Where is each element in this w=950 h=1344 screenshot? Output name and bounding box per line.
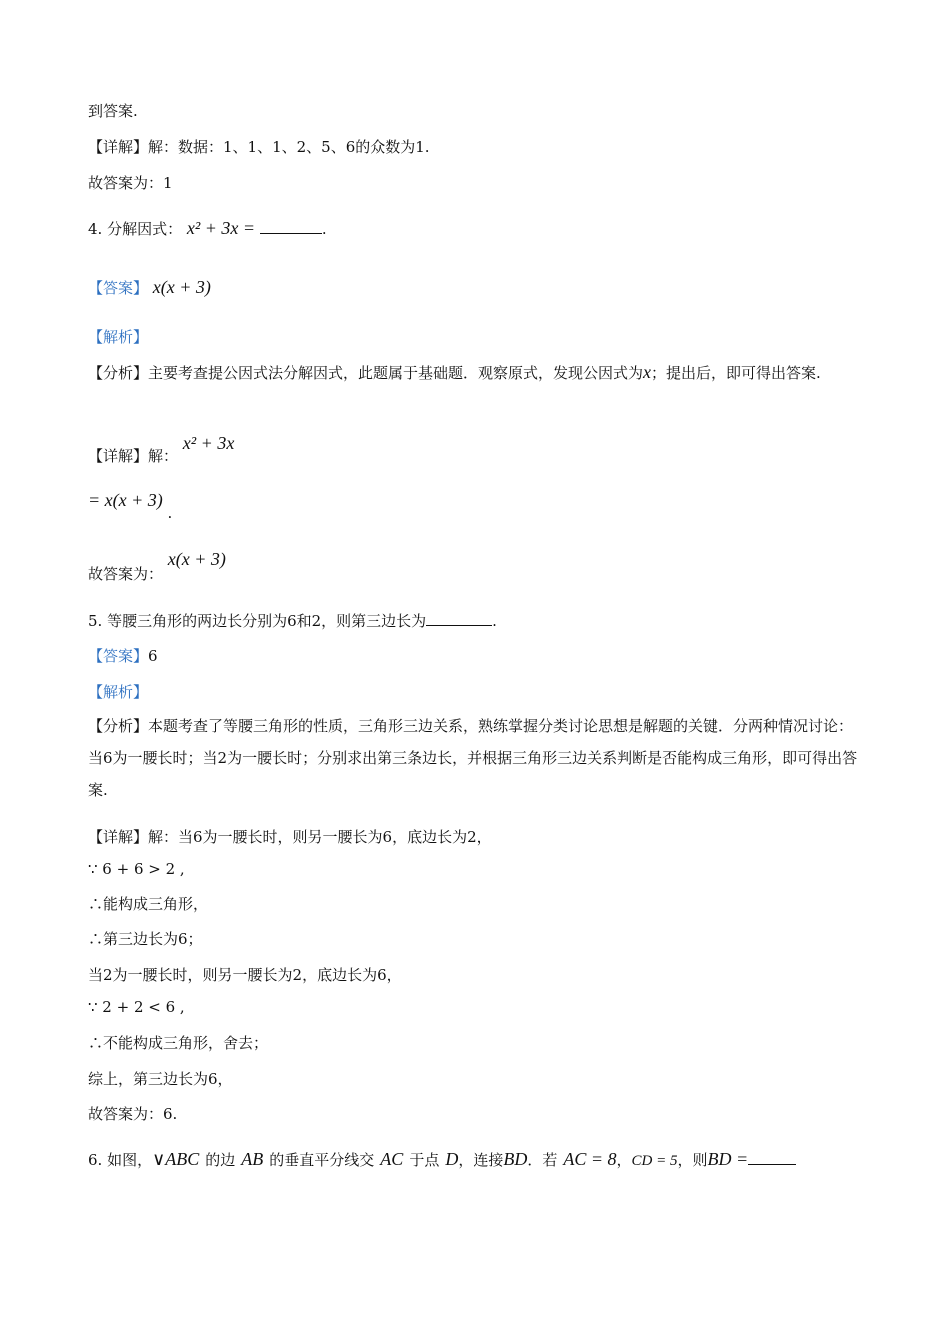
question-4-prefix: 4. 分解因式： [88,220,183,238]
detail-line: 【详解】解：当6为一腰长时，则另一腰长为6，底边长为2， [88,828,492,846]
bd-expression: BD = [707,1149,749,1169]
segment-ac: AC [380,1149,404,1169]
answer-label: 【答案】 [88,647,149,665]
therefore-line: ∴第三边长为6； [88,930,203,948]
answer-line: 故答案为：1 [88,174,173,192]
q6-text: 于点 [409,1151,440,1169]
analysis-heading: 【解析】 [88,683,149,701]
question-4-end: . [321,220,327,238]
cd-value: CD = 5 [631,1153,678,1169]
q6-text: ．若 [527,1151,558,1169]
q6-text: ，则 [677,1151,708,1169]
therefore-line: ∴能构成三角形， [88,895,209,913]
answer-value: 6 [148,647,158,665]
question-5-answer [88,645,158,667]
question-4-expression: x² + 3x = [186,218,256,238]
analysis-variable: x [643,362,652,382]
segment-ab: AB [241,1149,264,1169]
step-expression: = x(x + 3) [88,490,163,510]
q6-text: ，连接 [458,1151,504,1169]
analysis-text: 【分析】主要考查提公因式法分解因式，此题属于基础题．观察原式，发现公因式为 [88,364,644,382]
detail-label: 【详解】解： [88,447,179,465]
final-expression: x(x + 3) [167,549,226,569]
question-5 [88,610,497,632]
answer-blank [260,219,322,234]
step-end: . [167,504,173,522]
summary-line: 综上，第三边长为6， [88,1070,233,1088]
therefore-line: ∴不能构成三角形，舍去； [88,1034,269,1052]
question-4-analysis [88,356,863,389]
analysis-tail: ；提出后，即可得出答案. [651,364,821,382]
question-4-final [88,548,226,583]
text-line: 到答案. [88,102,138,120]
detail-line: 当2为一腰长时，则另一腰长为2，底边长为6， [88,966,402,984]
q6-text: 6. 如图， [88,1151,153,1169]
q6-text: ， [616,1151,632,1169]
question-5-analysis: 【分析】本题考查了等腰三角形的性质，三角形三边关系，熟练掌握分类讨论思想是解题的关键．分两种情况讨论：当6为一腰长时；当2为一腰长时；分别求出第三条边长，并根据三角形三边关系判断是否能构成三角形，即可得出答案. [88,717,858,799]
final-label: 故答案为： [88,565,164,583]
segment-bd: BD [503,1149,528,1169]
question-4-detail [88,432,235,465]
point-d: D [445,1149,459,1169]
because-line: ∵ 6 + 6 > 2 , [88,860,185,878]
analysis-heading: 【解析】 [88,328,149,346]
detail-expression: x² + 3x [182,433,235,453]
detail-line: 【详解】解：数据：1、1、1、2、5、6的众数为1. [88,138,430,156]
q6-text: 的边 [205,1151,236,1169]
answer-label: 【答案】 [88,279,149,297]
q6-text: 的垂直平分线交 [269,1151,375,1169]
ac-value: AC = 8 [563,1149,617,1169]
triangle-symbol: ∨ABC [152,1149,200,1169]
answer-blank [426,611,492,626]
answer-blank [748,1150,796,1165]
question-5-end: . [492,612,497,630]
question-4-answer [88,276,211,299]
because-line: ∵ 2 + 2 < 6 , [88,998,185,1016]
answer-expression: x(x + 3) [152,277,211,297]
question-4 [88,217,327,240]
answer-line: 故答案为：6. [88,1105,178,1123]
question-4-step [88,489,173,522]
question-6 [88,1148,796,1172]
question-5-text: 5. 等腰三角形的两边长分别为6和2，则第三边长为 [88,612,427,630]
